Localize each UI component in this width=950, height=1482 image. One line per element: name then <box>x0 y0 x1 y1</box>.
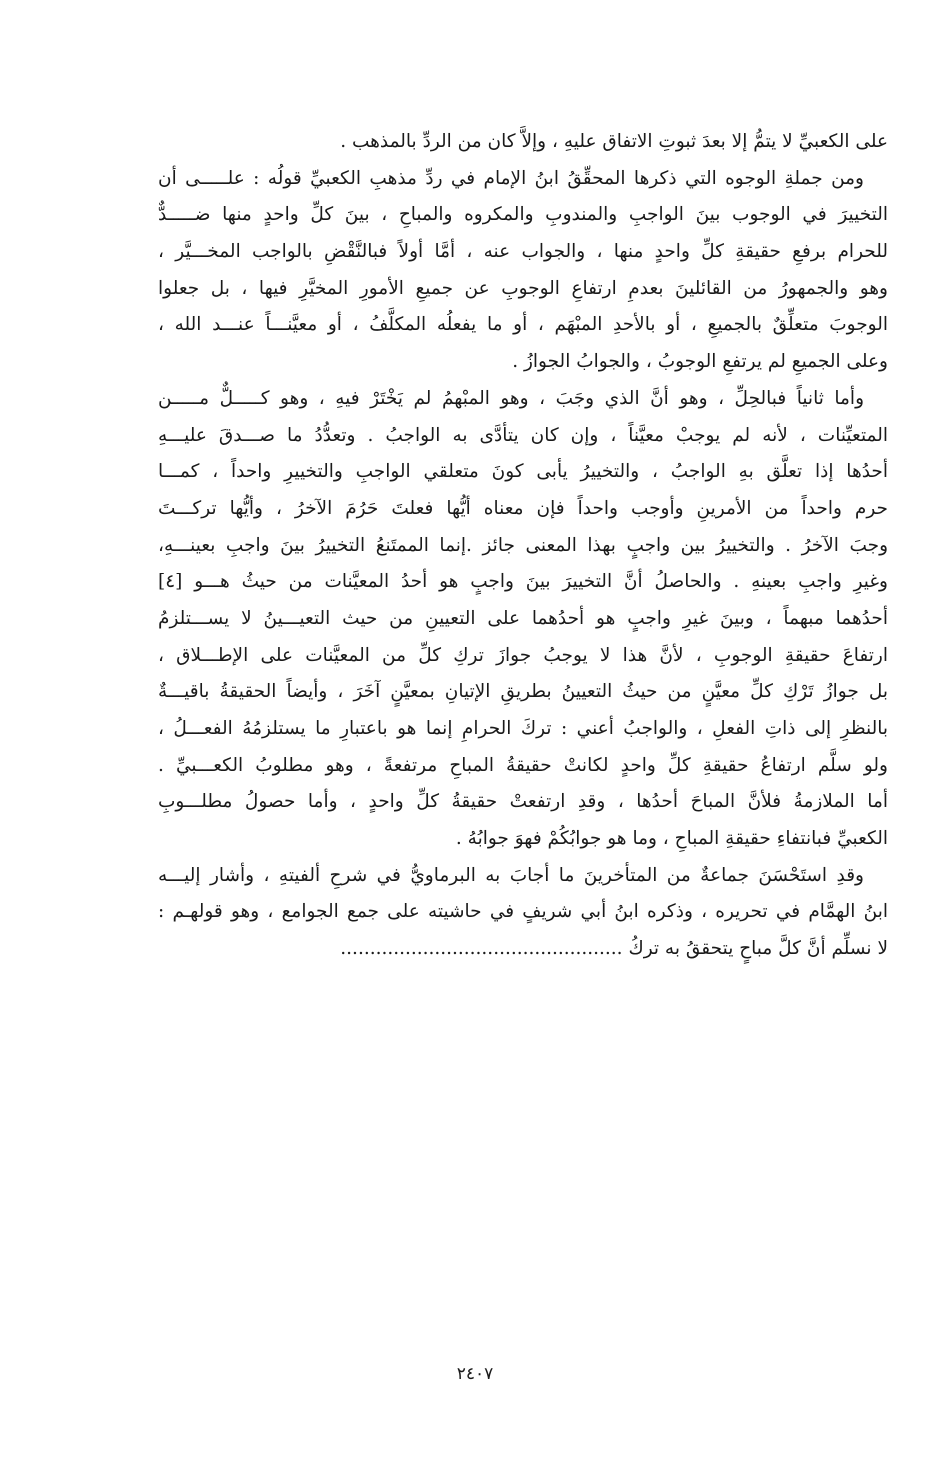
text-line: بل جوازُ تَرْكِ كلِّ معيَّنٍ من حيثُ التعيينُ بطريقِ الإتيانِ بمعيَّنٍ آخَرَ ، وأيضاً الحقيقةُ باقيـــةٌ <box>158 681 888 703</box>
text-line: المتعيِّنات ، لأنه لم يوجبْ معيَّناً ، وإن كان يتأدَّى به الواجبُ . وتعدُّدُ ما صـــدقَ عليـــهِ <box>158 424 888 446</box>
text-line: وهو والجمهورُ من القائلينَ بعدمِ ارتفاعِ الوجوبِ عن جميعِ الأمورِ المخيَّرِ فيها ، بل جعلوا <box>158 277 888 299</box>
text-line: للحرام برفعِ حقيقةِ كلِّ واحدٍ منها ، والجواب عنه ، أمَّا أولاً فبالنَّقْضِ بالواجب المخـــيَّر ، <box>158 241 888 263</box>
text-line: الوجوبَ متعلِّقٌ بالجميعِ ، أو بالأحدِ المبْهَم ، أو ما يفعلُه المكلَّفُ ، أو معيَّنـــاً عنـــد الله ، <box>158 314 888 336</box>
text-line: ارتفاعَ حقيقةِ الوجوبِ ، لأنَّ هذا لا يوجبُ جوازَ تركِ كلِّ من المعيَّنات على الإطـــلاق ، <box>158 644 888 666</box>
text-line: لا نسلِّم أنَّ كلَّ مباحٍ يتحققُ به تركُ ................................................ <box>340 938 888 960</box>
text-line: وعلى الجميعِ لم يرتفعِ الوجوبُ ، والجوابُ الجوازُ . <box>512 351 888 373</box>
page-number: ٢٤٠٧ <box>456 1364 494 1384</box>
text-line: حرم واحداً من الأمرينِ وأوجب واحداً فإن معناه أيُّها فعلتَ حَرُمَ الآخرُ ، وأيُّها تركـــتَ <box>158 497 888 519</box>
text-line: على الكعبيِّ لا يتمُّ إلا بعدَ ثبوتِ الاتفاق عليهِ ، وإلاَّ كان من الردِّ بالمذهب . <box>340 131 888 152</box>
text-line: ابنُ الهمَّام في تحريره ، وذكره ابنُ أبي شريفٍ في حاشيته على جمع الجوامع ، وهو قولهـم : <box>158 901 888 923</box>
text-line: وقدِ استَحْسَنَ جماعةٌ من المتأخرينَ ما أجابَ به البرماويُّ في شرحِ ألفيتهِ ، وأشار إليـــه <box>158 864 864 886</box>
text-line: التخييرَ في الوجوب بينَ الواجبِ والمندوبِ والمكروه والمباحِ ، بينَ كلِّ واحدٍ منها ضـــــدٌّ <box>158 204 888 226</box>
text-line: وغيرِ واجبِ بعينهِ . والحاصلُ أنَّ التخييرَ بينَ واجبٍ هو أحدُ المعيَّنات من حيثُ هـــو [٤] <box>158 571 888 593</box>
text-line: ولو سلَّم ارتفاعُ حقيقةِ كلِّ واحدٍ لكانتْ حقيقةُ المباحِ مرتفعةً ، وهو مطلوبُ الكعـــبيِّ . <box>158 754 888 776</box>
text-line: ومن جملةِ الوجوه التي ذكرها المحقِّقُ ابنُ الإمام في ردِّ مذهبِ الكعبيِّ قولُه : علـــــى أن <box>158 167 864 189</box>
text-line: أحدُهما مبهماً ، وبينَ غيرِ واجبٍ هو أحدُهما على التعيينِ من حيث التعيـــينُ لا يســـتلزمُ <box>158 607 888 629</box>
text-line: أما الملازمةُ فلأنَّ المباحَ أحدُها ، وقدِ ارتفعتْ حقيقةُ كلِّ واحدٍ ، وأما حصولُ مطلـــوبِ <box>158 791 888 813</box>
text-line: وجبَ الآخرُ . والتخييرُ بين واجبٍ بهذا المعنى جائز .إنما الممتَنعُ التخييرُ بينَ واجبِ بعينـــهِ، <box>158 534 888 556</box>
body-text <box>158 124 888 968</box>
text-line: بالنظرِ إلى ذاتِ الفعلِ ، والواجبُ أعني : تركَ الحرامِ إنما هو باعتبارِ ما يستلزمُهُ الفعـــلُ ، <box>158 718 888 739</box>
text-line: الكعبيِّ فبانتفاءِ حقيقةِ المباحِ ، وما هو جوابُكُمْ فهوَ جوابُهُ . <box>455 828 888 850</box>
text-line: أحدُها إذا تعلَّق بهِ الواجبُ ، والتخييرُ يأبى كونَ متعلقي الواجبِ والتخييرِ واحداً ، كمـــا <box>158 461 888 483</box>
text-line: وأما ثانياً فبالحِلِّ ، وهو أنَّ الذي وجَبَ ، وهو المبْهمُ لم يَخْتَرْ فيهِ ، وهو كـــــلٌّ مـــــن <box>158 387 864 409</box>
